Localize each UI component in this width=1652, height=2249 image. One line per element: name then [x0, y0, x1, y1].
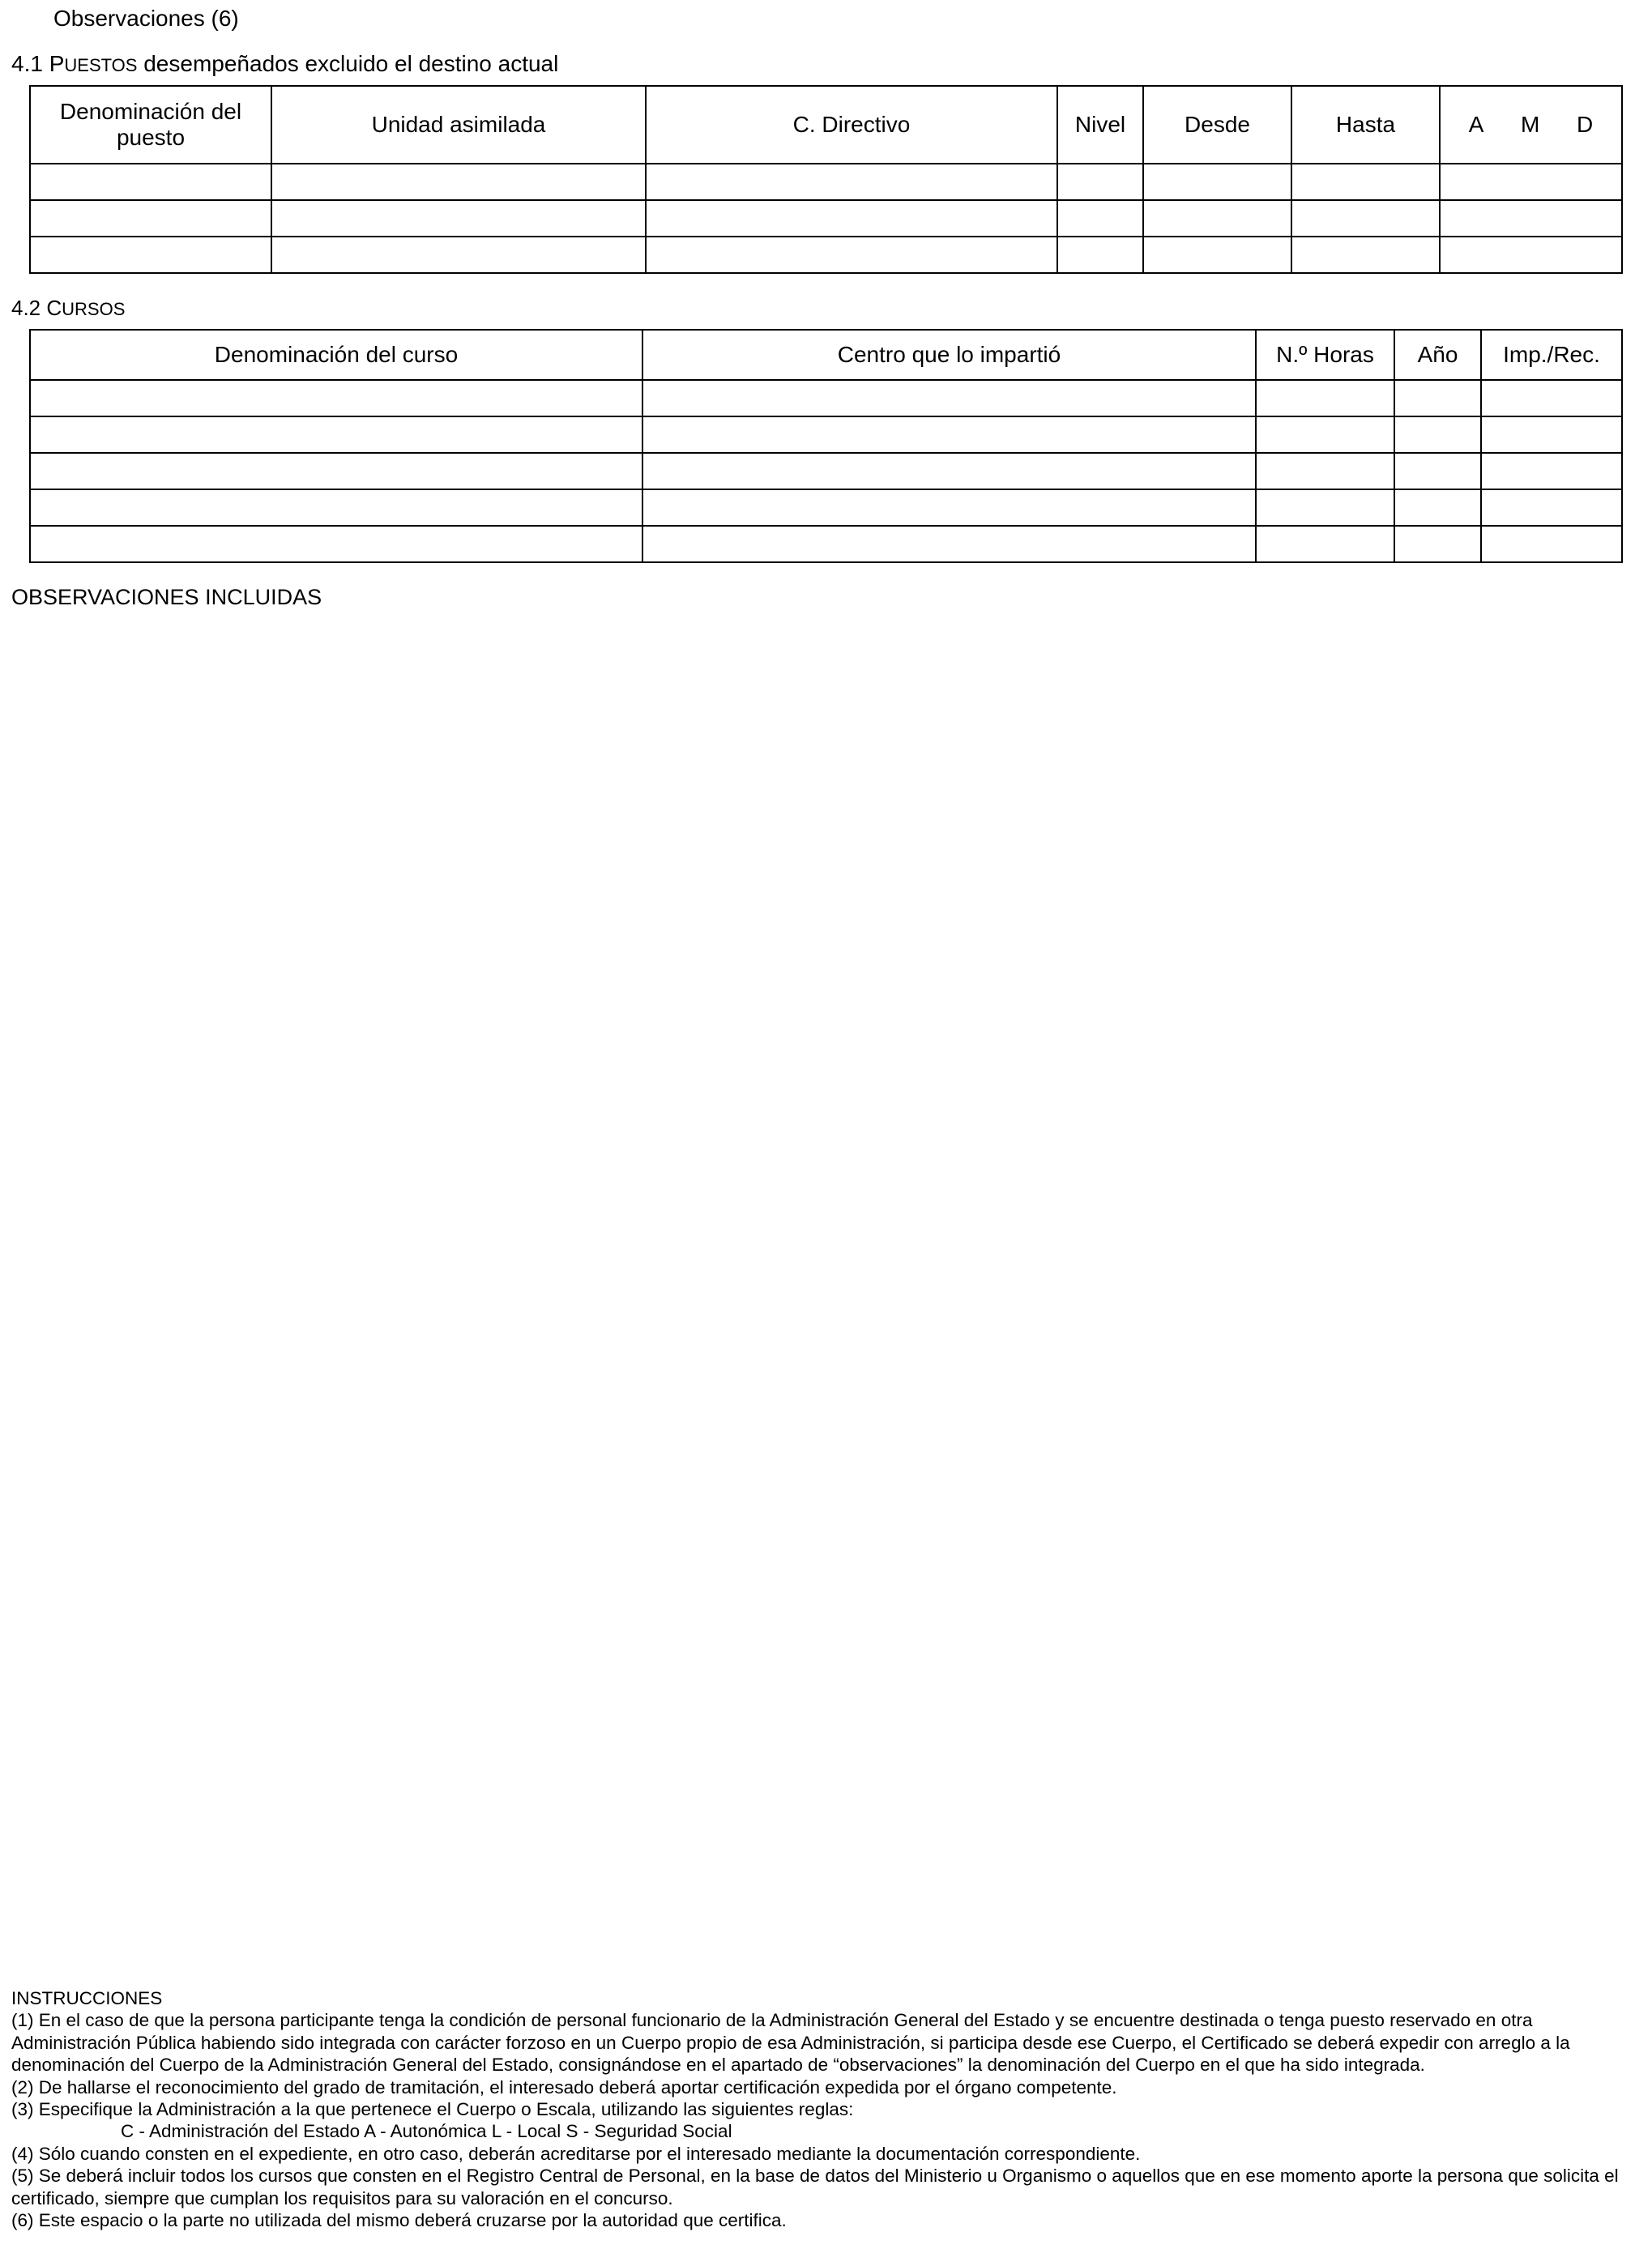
cell-ano[interactable]	[1394, 526, 1481, 562]
instruction-item-1: (1) En el caso de que la persona participante tenga la condición de personal funcionario de la Administración General del Estado y se encuentre destinada o tenga puesto reservado en otra Administración Pública habiendo sido integrada con carácter forzoso en un Cuerpo propio de esa Administración, si participa desde ese Cuerpo, el Certificado se deberá expedir con arreglo a la denominación del Cuerpo de la Administración General del Estado, consignándose en el apartado de “observaciones” la denominación del Cuerpo en el que ha sido integrada.	[11, 2010, 1570, 2076]
instruction-item-4: (4) Sólo cuando consten en el expediente, en otro caso, deberán acreditarse por el interesado mediante la documentación correspondiente.	[11, 2143, 1141, 2164]
cell-centro[interactable]	[642, 489, 1256, 526]
cursos-row	[30, 489, 1622, 526]
cell-denominacion[interactable]	[30, 237, 271, 273]
header-c-directivo: C. Directivo	[646, 86, 1057, 164]
header-denominacion-curso: Denominación del curso	[30, 330, 642, 380]
cursos-row	[30, 380, 1622, 416]
cell-ano[interactable]	[1394, 416, 1481, 453]
header-amd	[1440, 86, 1622, 164]
cell-curso[interactable]	[30, 380, 642, 416]
instructions-block	[11, 1987, 1648, 2231]
cell-horas[interactable]	[1256, 526, 1394, 562]
cell-unidad[interactable]	[271, 237, 646, 273]
cell-horas[interactable]	[1256, 380, 1394, 416]
cursos-row	[30, 526, 1622, 562]
section-4-2-title	[11, 297, 125, 318]
cell-hasta[interactable]	[1291, 200, 1440, 237]
puestos-header-row	[30, 86, 1622, 164]
cell-hasta[interactable]	[1291, 164, 1440, 200]
cell-imp-rec[interactable]	[1481, 526, 1622, 562]
cell-denominacion[interactable]	[30, 164, 271, 200]
header-d: D	[1576, 111, 1594, 137]
observaciones-header: Observaciones (6)	[53, 6, 239, 31]
cell-imp-rec[interactable]	[1481, 380, 1622, 416]
header-m: M	[1521, 111, 1540, 137]
cell-horas[interactable]	[1256, 453, 1394, 489]
cell-nivel[interactable]	[1057, 200, 1143, 237]
section-4-2-smallcaps: URSOS	[62, 299, 126, 319]
section-4-2-initial: C	[46, 296, 62, 320]
cursos-table	[29, 329, 1623, 563]
cursos-row	[30, 453, 1622, 489]
cell-desde[interactable]	[1143, 164, 1291, 200]
cell-nivel[interactable]	[1057, 164, 1143, 200]
observaciones-incluidas-heading: OBSERVACIONES INCLUIDAS	[11, 585, 322, 609]
header-a: A	[1468, 111, 1484, 137]
puestos-table	[29, 85, 1623, 274]
instruction-rules: C - Administración del Estado A - Autonómica L - Local S - Seguridad Social	[121, 2121, 732, 2142]
cell-desde[interactable]	[1143, 237, 1291, 273]
cell-unidad[interactable]	[271, 200, 646, 237]
cell-horas[interactable]	[1256, 416, 1394, 453]
instruction-item-6: (6) Este espacio o la parte no utilizada del mismo deberá cruzarse por la autoridad que certifica.	[11, 2210, 787, 2231]
cell-imp-rec[interactable]	[1481, 489, 1622, 526]
cell-amd[interactable]	[1440, 200, 1622, 237]
cell-curso[interactable]	[30, 453, 642, 489]
section-4-1-number: 4.1	[11, 51, 49, 76]
header-imp-rec: Imp./Rec.	[1481, 330, 1622, 380]
cell-ano[interactable]	[1394, 453, 1481, 489]
cell-centro[interactable]	[642, 453, 1256, 489]
puestos-row	[30, 200, 1622, 237]
header-nivel: Nivel	[1057, 86, 1143, 164]
section-4-1-rest: desempeñados excluido el destino actual	[137, 51, 559, 76]
section-4-2-number: 4.2	[11, 296, 47, 320]
header-ano: Año	[1394, 330, 1481, 380]
section-4-1-title	[11, 53, 558, 75]
cell-amd[interactable]	[1440, 164, 1622, 200]
cell-centro[interactable]	[642, 380, 1256, 416]
cell-amd[interactable]	[1440, 237, 1622, 273]
cell-directivo[interactable]	[646, 200, 1057, 237]
puestos-row	[30, 164, 1622, 200]
cell-curso[interactable]	[30, 489, 642, 526]
cell-ano[interactable]	[1394, 489, 1481, 526]
puestos-row	[30, 237, 1622, 273]
cell-horas[interactable]	[1256, 489, 1394, 526]
instruction-item-2: (2) De hallarse el reconocimiento del grado de tramitación, el interesado deberá aportar certificación expedida por el órgano competente.	[11, 2076, 1117, 2098]
cell-imp-rec[interactable]	[1481, 416, 1622, 453]
instruction-item-5: (5) Se deberá incluir todos los cursos que consten en el Registro Central de Personal, en la base de datos del Ministerio u Organismo o aquellos que en ese momento aporte la persona que solicita el certificado, siempre que cumplan los requisitos para su valoración en el concurso.	[11, 2166, 1619, 2208]
cell-centro[interactable]	[642, 526, 1256, 562]
instruction-item-3: (3) Especifique la Administración a la que pertenece el Cuerpo o Escala, utilizando las siguientes reglas:	[11, 2099, 854, 2120]
cell-directivo[interactable]	[646, 164, 1057, 200]
cell-denominacion[interactable]	[30, 200, 271, 237]
cursos-header-row	[30, 330, 1622, 380]
section-4-1-smallcaps: UESTOS	[64, 55, 138, 75]
header-hasta: Hasta	[1291, 86, 1440, 164]
cursos-row	[30, 416, 1622, 453]
cell-curso[interactable]	[30, 526, 642, 562]
cell-directivo[interactable]	[646, 237, 1057, 273]
header-unidad-asimilada: Unidad asimilada	[271, 86, 646, 164]
cell-ano[interactable]	[1394, 380, 1481, 416]
section-4-1-initial: P	[49, 51, 65, 76]
instructions-title: INSTRUCCIONES	[11, 1988, 163, 2008]
header-centro: Centro que lo impartió	[642, 330, 1256, 380]
header-horas: N.º Horas	[1256, 330, 1394, 380]
header-desde: Desde	[1143, 86, 1291, 164]
cell-unidad[interactable]	[271, 164, 646, 200]
cell-curso[interactable]	[30, 416, 642, 453]
header-denominacion-puesto: Denominación del puesto	[30, 86, 271, 164]
cell-imp-rec[interactable]	[1481, 453, 1622, 489]
cell-nivel[interactable]	[1057, 237, 1143, 273]
cell-desde[interactable]	[1143, 200, 1291, 237]
cell-hasta[interactable]	[1291, 237, 1440, 273]
cell-centro[interactable]	[642, 416, 1256, 453]
